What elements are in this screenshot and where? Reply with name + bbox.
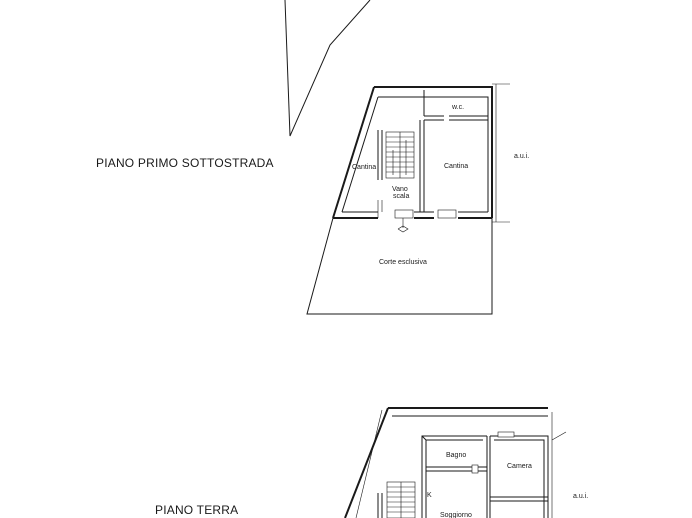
basement-outer-walls bbox=[333, 87, 492, 218]
ground-floor-title: PIANO TERRA bbox=[155, 503, 239, 517]
corte-label: Corte esclusiva bbox=[379, 259, 427, 266]
camera-label: Camera bbox=[507, 463, 532, 470]
ground-neighbour-wall bbox=[552, 412, 566, 518]
lot-outline-top bbox=[285, 0, 370, 136]
cantina-left-label: Cantina bbox=[352, 164, 377, 171]
basement-floor-title: PIANO PRIMO SOTTOSTRADA bbox=[96, 156, 274, 170]
vano-label-line2: scala bbox=[393, 193, 410, 200]
ground-aui-label: a.u.i. bbox=[573, 493, 589, 500]
basement-floor-plan bbox=[96, 84, 529, 314]
soggiorno-label: Soggiorno bbox=[440, 512, 472, 518]
bagno-label: Bagno bbox=[446, 452, 467, 459]
basement-courtyard-outline bbox=[307, 218, 492, 314]
wc-label: w.c. bbox=[452, 104, 465, 111]
cantina-right-label: Cantina bbox=[444, 163, 469, 170]
basement-inner-walls bbox=[342, 90, 488, 212]
basement-aui-label: a.u.i. bbox=[514, 153, 530, 160]
k-label: K bbox=[427, 492, 432, 499]
ground-staircase bbox=[387, 482, 415, 518]
ground-floor-plan bbox=[155, 408, 588, 518]
vano-label-line1: Vano bbox=[392, 186, 408, 193]
basement-staircase bbox=[386, 132, 414, 178]
basement-neighbour-wall bbox=[492, 84, 510, 222]
basement-openings bbox=[378, 200, 456, 232]
